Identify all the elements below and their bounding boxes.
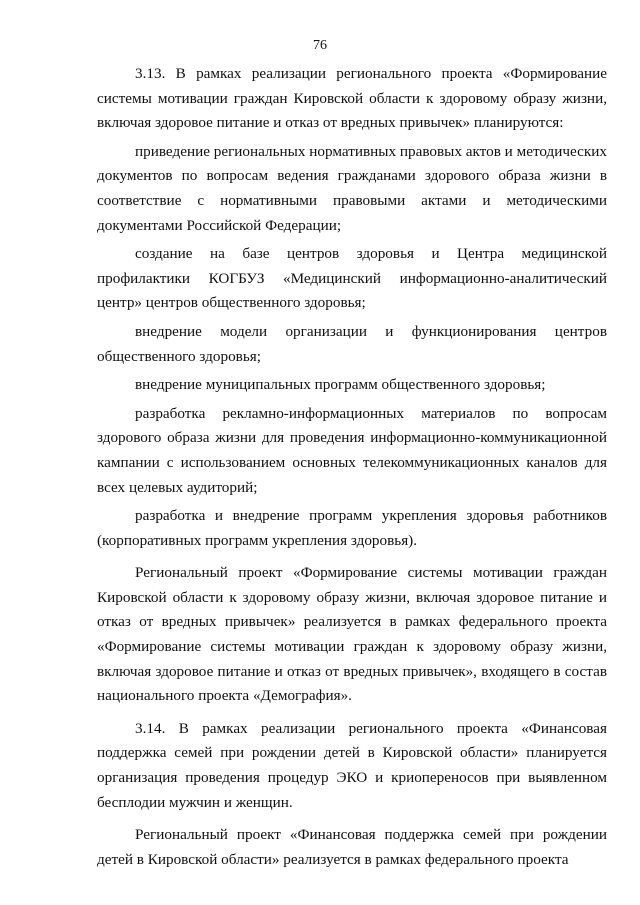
paragraph-regional-project-motivation: Региональный проект «Формирование системы мотивации граждан Кировской области к здоровому образу жизни, включая здоровое питание и отказ от вредных привычек» реализуется в рамках федерального проекта «Формирование системы мотивации граждан к здоровому образу жизни, включая здоровое питание и отказ от вредных привычек», входящего в состав национального проекта «Демография». [97,564,607,705]
paragraph-3-14-intro: 3.14. В рамках реализации регионального проекта «Финансовая поддержка семей при рождении детей в Кировской области» планируется организация проведения процедур ЭКО и криопереносов при выявленном бесплодии мужчин и женщин. [97,719,607,811]
document-body [97,62,607,872]
list-item-municipal-programs: внедрение муниципальных программ общественного здоровья; [135,376,546,394]
list-item-advertising-materials: разработка рекламно-информационных материалов по вопросам здорового образа жизни для проведения информационно-коммуникационной кампании с использованием основных телекоммуникационных каналов для всех целевых аудиторий; [97,404,607,496]
paragraph-3-13-intro: 3.13. В рамках реализации регионального проекта «Формирование системы мотивации граждан Кировской области к здоровому образу жизни, включая здоровое питание и отказ от вредных привычек» планируются: [97,65,607,132]
page-number: 76 [313,38,327,53]
paragraph-regional-project-finance: Региональный проект «Финансовая поддержка семей при рождении детей в Кировской области» реализуется в рамках федерального проекта [97,826,607,868]
list-item-corporate-programs: разработка и внедрение программ укрепления здоровья работников (корпоративных программ укрепления здоровья). [97,507,607,549]
list-item-regulatory-acts: приведение региональных нормативных правовых актов и методических документов по вопросам ведения гражданами здорового образа жизни в соответствие с нормативными правовыми актами и методическими документами Российской Федерации; [97,142,607,234]
list-item-center-model: внедрение модели организации и функционирования центров общественного здоровья; [97,322,607,365]
list-item-health-centers: создание на базе центров здоровья и Центра медицинской профилактики КОГБУЗ «Медицинский информационно-аналитический центр» центров общественного здоровья; [97,245,607,312]
